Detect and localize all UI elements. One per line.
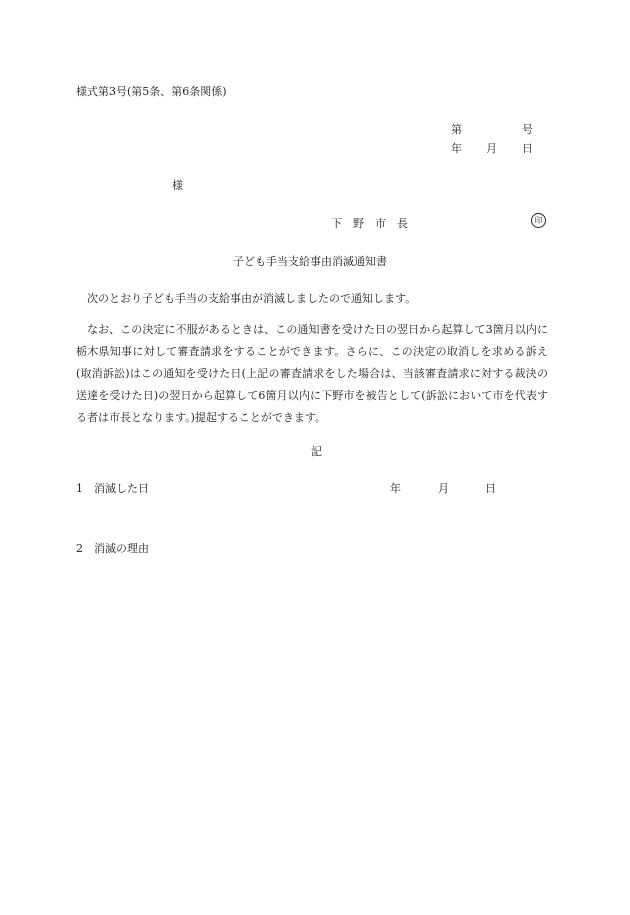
item-1-year: 年 xyxy=(390,482,401,495)
body-paragraph: 次のとおり子ども手当の支給事由が消滅しましたので通知します。 xyxy=(87,292,417,305)
date-day: 日 xyxy=(522,142,533,155)
form-label: 様式第3号(第5条、第6条関係) xyxy=(76,85,227,98)
ki-heading: 記 xyxy=(311,445,322,458)
date-month: 月 xyxy=(486,142,497,155)
date-year: 年 xyxy=(451,142,462,155)
item-1-label: 1 消滅した日 xyxy=(76,482,149,495)
document-number-label: 第 xyxy=(451,123,462,136)
item-1-month: 月 xyxy=(438,482,449,495)
document-number-suffix: 号 xyxy=(522,123,533,136)
sender-name: 下 野 市 長 xyxy=(331,217,408,230)
document-title: 子ども手当支給事由消滅通知書 xyxy=(233,255,387,268)
item-2-label: 2 消滅の理由 xyxy=(76,542,149,555)
addressee-suffix: 様 xyxy=(172,179,183,192)
seal-mark: 印 xyxy=(531,213,546,228)
item-1-day: 日 xyxy=(485,482,496,495)
appeal-paragraph: なお、この決定に不服があるときは、この通知書を受けた日の翌日から起算して3箇月以内に栃木県知事に対して審査請求をすることができます。さらに、この決定の取消しを求める訴え(取消訴訟)はこの通知を受けた日(上記の審査請求をした場合は、当該審査請求に対する裁決の送達を受けた日)の翌日から起算して6箇月以内に下野市を被告として(訴訟において市を代表する者は市長となります。)提起することができます。 xyxy=(76,323,548,424)
